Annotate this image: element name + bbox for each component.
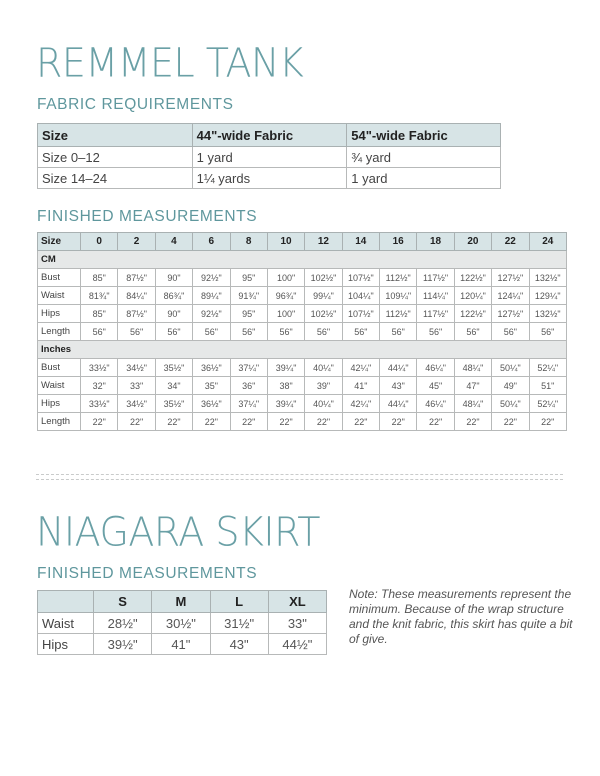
- table-cell: 56": [492, 323, 529, 341]
- table-row: [38, 305, 567, 323]
- table-cell: 56": [267, 323, 304, 341]
- table-cell: 96¾": [267, 287, 304, 305]
- unit-group-row: [38, 251, 567, 269]
- table-cell: 22": [492, 413, 529, 431]
- row-label: Length: [38, 323, 81, 341]
- table-cell: 33": [118, 377, 155, 395]
- size-column-header: XL: [268, 591, 326, 613]
- table-cell: 42¼": [342, 359, 379, 377]
- row-label: Bust: [38, 269, 81, 287]
- table-cell: 22": [118, 413, 155, 431]
- table-row: [38, 147, 501, 168]
- table-cell: 36": [230, 377, 267, 395]
- table-cell: 129¼": [529, 287, 567, 305]
- table-cell: 33½": [81, 359, 118, 377]
- size-column-header: 24: [529, 233, 567, 251]
- table-cell: 36½": [193, 395, 230, 413]
- unit-group-label: CM: [38, 251, 567, 269]
- row-label: Waist: [38, 377, 81, 395]
- table-cell: 50¼": [492, 359, 529, 377]
- table-cell: 81¾": [81, 287, 118, 305]
- row-label: Hips: [38, 305, 81, 323]
- table-cell: 33": [268, 613, 326, 634]
- table-cell: 49": [492, 377, 529, 395]
- size-column-header: 14: [342, 233, 379, 251]
- table-cell: 132½": [529, 269, 567, 287]
- table-cell: 112½": [380, 305, 417, 323]
- table-cell: 100": [267, 269, 304, 287]
- table-cell: 39½": [94, 634, 152, 655]
- table-cell: 22": [305, 413, 342, 431]
- table-row: [38, 634, 327, 655]
- table-cell: 38": [267, 377, 304, 395]
- row-label: Waist: [38, 287, 81, 305]
- table-cell: 28½": [94, 613, 152, 634]
- finished-measurements-table: [37, 232, 567, 431]
- table-cell: 1 yard: [192, 147, 347, 168]
- table-cell: 95": [230, 305, 267, 323]
- row-label: Bust: [38, 359, 81, 377]
- blank-header-cell: [38, 591, 94, 613]
- table-cell: 46¼": [417, 359, 454, 377]
- table-cell: 46¼": [417, 395, 454, 413]
- table-cell: 51": [529, 377, 567, 395]
- table-cell: 44½": [268, 634, 326, 655]
- table-cell: 22": [529, 413, 567, 431]
- table-cell: 56": [118, 323, 155, 341]
- table-cell: 56": [305, 323, 342, 341]
- size-column-header: 22: [492, 233, 529, 251]
- unit-group-label: Inches: [38, 341, 567, 359]
- table-cell: 120¼": [454, 287, 491, 305]
- size-column-header: 4: [155, 233, 192, 251]
- fabric-requirements-heading: FABRIC REQUIREMENTS: [37, 96, 234, 113]
- table-cell: 56": [454, 323, 491, 341]
- skirt-header-row: [38, 591, 327, 613]
- table-cell: 22": [417, 413, 454, 431]
- table-cell: 40¼": [305, 395, 342, 413]
- table-cell: 22": [342, 413, 379, 431]
- table-cell: 50¼": [492, 395, 529, 413]
- size-column-header: M: [152, 591, 210, 613]
- table-cell: 35½": [155, 359, 192, 377]
- table-cell: 44¼": [380, 395, 417, 413]
- table-cell: 37¼": [230, 359, 267, 377]
- fabric-requirements-table: [37, 123, 501, 189]
- size-column-header: 12: [305, 233, 342, 251]
- size-column-header: 6: [193, 233, 230, 251]
- niagara-skirt-title: NIAGARA SKIRT: [36, 508, 320, 556]
- row-label: Hips: [38, 395, 81, 413]
- header-cell: 54"-wide Fabric: [347, 124, 501, 147]
- size-column-header: S: [94, 591, 152, 613]
- table-row: [38, 413, 567, 431]
- header-cell: Size: [38, 124, 193, 147]
- table-cell: 124¼": [492, 287, 529, 305]
- table-cell: 114¼": [417, 287, 454, 305]
- table-cell: 40¼": [305, 359, 342, 377]
- table-row: [38, 168, 501, 189]
- table-cell: 52¼": [529, 359, 567, 377]
- size-column-header: 20: [454, 233, 491, 251]
- table-cell: 41": [342, 377, 379, 395]
- size-column-header: 8: [230, 233, 267, 251]
- table-cell: 102½": [305, 305, 342, 323]
- table-cell: 87½": [118, 305, 155, 323]
- table-row: [38, 323, 567, 341]
- table-cell: 45": [417, 377, 454, 395]
- table-cell: 117½": [417, 269, 454, 287]
- table-cell: 22": [230, 413, 267, 431]
- table-cell: 56": [380, 323, 417, 341]
- table-cell: 85": [81, 269, 118, 287]
- table-cell: 91¾": [230, 287, 267, 305]
- row-label: Length: [38, 413, 81, 431]
- table-row: [38, 377, 567, 395]
- fabric-header-row: [38, 124, 501, 147]
- table-cell: 32": [81, 377, 118, 395]
- table-cell: 56": [230, 323, 267, 341]
- table-cell: 35½": [155, 395, 192, 413]
- table-cell: 107½": [342, 269, 379, 287]
- finished-measurements-heading: FINISHED MEASUREMENTS: [37, 208, 258, 225]
- table-cell: 104¼": [342, 287, 379, 305]
- table-cell: Size 0–12: [38, 147, 193, 168]
- table-row: [38, 359, 567, 377]
- table-cell: Size 14–24: [38, 168, 193, 189]
- size-column-header: 18: [417, 233, 454, 251]
- table-row: [38, 287, 567, 305]
- table-cell: 30½": [152, 613, 210, 634]
- skirt-finished-measurements-heading: FINISHED MEASUREMENTS: [37, 565, 258, 582]
- table-cell: 43": [210, 634, 268, 655]
- table-cell: 56": [155, 323, 192, 341]
- table-cell: 100": [267, 305, 304, 323]
- size-column-header: L: [210, 591, 268, 613]
- table-cell: ¾ yard: [347, 147, 501, 168]
- table-cell: 22": [155, 413, 192, 431]
- size-header-cell: Size: [38, 233, 81, 251]
- table-cell: 41": [152, 634, 210, 655]
- measurements-header-row: [38, 233, 567, 251]
- table-cell: 56": [193, 323, 230, 341]
- table-cell: 99¼": [305, 287, 342, 305]
- table-cell: 22": [81, 413, 118, 431]
- table-cell: 22": [193, 413, 230, 431]
- table-cell: 35": [193, 377, 230, 395]
- table-row: [38, 613, 327, 634]
- table-cell: 1¼ yards: [192, 168, 347, 189]
- table-cell: 109¼": [380, 287, 417, 305]
- table-cell: 22": [267, 413, 304, 431]
- table-cell: 56": [342, 323, 379, 341]
- table-row: [38, 269, 567, 287]
- table-cell: 117½": [417, 305, 454, 323]
- row-label: Waist: [38, 613, 94, 634]
- table-cell: 43": [380, 377, 417, 395]
- table-cell: 107½": [342, 305, 379, 323]
- table-cell: 36½": [193, 359, 230, 377]
- table-cell: 52¼": [529, 395, 567, 413]
- table-cell: 87½": [118, 269, 155, 287]
- table-cell: 90": [155, 305, 192, 323]
- table-cell: 122½": [454, 305, 491, 323]
- skirt-note: Note: These measurements represent the minimum. Because of the wrap structure and the knit fabric, this skirt has quite a bit of give.: [349, 587, 573, 646]
- table-cell: 56": [417, 323, 454, 341]
- table-row: [38, 395, 567, 413]
- table-cell: 39¼": [267, 395, 304, 413]
- section-divider: [36, 474, 563, 480]
- table-cell: 31½": [210, 613, 268, 634]
- table-cell: 44¼": [380, 359, 417, 377]
- unit-group-row: [38, 341, 567, 359]
- row-label: Hips: [38, 634, 94, 655]
- table-cell: 56": [529, 323, 567, 341]
- table-cell: 92½": [193, 305, 230, 323]
- table-cell: 112½": [380, 269, 417, 287]
- table-cell: 39¼": [267, 359, 304, 377]
- table-cell: 22": [380, 413, 417, 431]
- table-cell: 42¼": [342, 395, 379, 413]
- table-cell: 89¼": [193, 287, 230, 305]
- table-cell: 34½": [118, 359, 155, 377]
- table-cell: 85": [81, 305, 118, 323]
- skirt-measurements-table: [37, 590, 327, 655]
- table-cell: 102½": [305, 269, 342, 287]
- size-column-header: 16: [380, 233, 417, 251]
- header-cell: 44"-wide Fabric: [192, 124, 347, 147]
- table-cell: 122½": [454, 269, 491, 287]
- table-cell: 86¾": [155, 287, 192, 305]
- table-cell: 22": [454, 413, 491, 431]
- table-cell: 90": [155, 269, 192, 287]
- table-cell: 127½": [492, 269, 529, 287]
- table-cell: 33½": [81, 395, 118, 413]
- table-cell: 47": [454, 377, 491, 395]
- size-column-header: 10: [267, 233, 304, 251]
- size-column-header: 0: [81, 233, 118, 251]
- size-column-header: 2: [118, 233, 155, 251]
- table-cell: 37¼": [230, 395, 267, 413]
- table-cell: 132½": [529, 305, 567, 323]
- table-cell: 92½": [193, 269, 230, 287]
- table-cell: 34": [155, 377, 192, 395]
- table-cell: 95": [230, 269, 267, 287]
- table-cell: 84¼": [118, 287, 155, 305]
- table-cell: 48¼": [454, 395, 491, 413]
- table-cell: 127½": [492, 305, 529, 323]
- table-cell: 34½": [118, 395, 155, 413]
- table-cell: 48¼": [454, 359, 491, 377]
- table-cell: 56": [81, 323, 118, 341]
- table-cell: 39": [305, 377, 342, 395]
- table-cell: 1 yard: [347, 168, 501, 189]
- remmel-tank-title: REMMEL TANK: [36, 39, 304, 87]
